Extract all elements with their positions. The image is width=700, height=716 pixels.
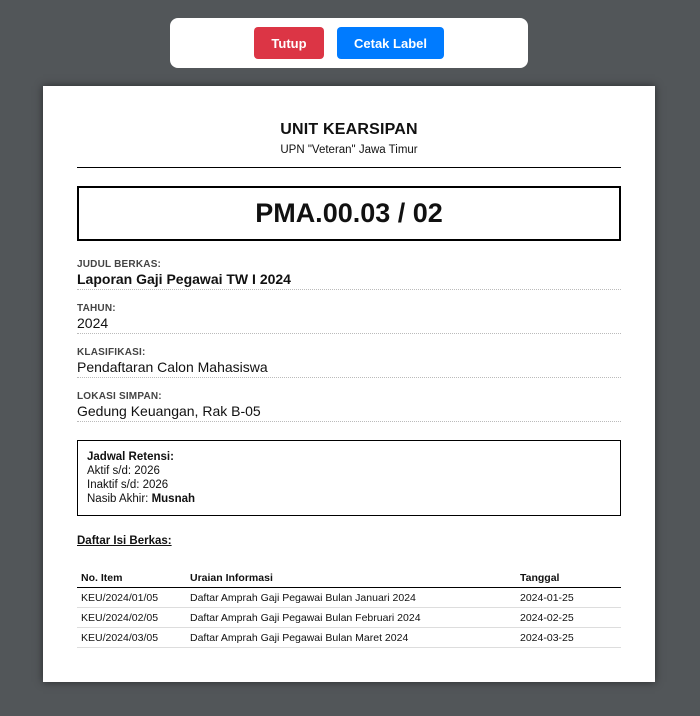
archive-code: PMA.00.03 / 02 (255, 198, 443, 228)
retention-nasib (87, 492, 611, 506)
contents-table (77, 569, 621, 648)
table-row (77, 608, 621, 628)
archive-code-box (77, 186, 621, 241)
cell-tanggal: 2024-01-25 (516, 588, 621, 608)
archive-label-page (43, 86, 655, 682)
header-divider (77, 167, 621, 168)
cell-no-item: KEU/2024/02/05 (77, 608, 186, 628)
retention-aktif: Aktif s/d: 2026 (87, 465, 160, 477)
field-tahun (77, 303, 621, 334)
print-toolbar (170, 18, 528, 68)
nasib-value: Musnah (151, 493, 196, 505)
col-uraian: Uraian Informasi (186, 569, 516, 588)
cell-uraian: Daftar Amprah Gaji Pegawai Bulan Februari 2024 (186, 608, 516, 628)
cell-no-item: KEU/2024/03/05 (77, 628, 186, 648)
table-row (77, 588, 621, 608)
cell-tanggal: 2024-02-25 (516, 608, 621, 628)
retention-box (77, 440, 621, 516)
field-lokasi-simpan (77, 391, 621, 422)
field-label: TAHUN: (77, 303, 116, 314)
field-judul-berkas (77, 259, 621, 290)
nasib-label: Nasib Akhir: (87, 493, 149, 505)
org-title: UNIT KEARSIPAN (280, 121, 418, 138)
field-label: JUDUL BERKAS: (77, 259, 162, 270)
field-label: KLASIFIKASI: (77, 347, 146, 358)
table-row (77, 628, 621, 648)
cell-uraian: Daftar Amprah Gaji Pegawai Bulan Maret 2024 (186, 628, 516, 648)
contents-title: Daftar Isi Berkas: (77, 535, 172, 547)
field-value: Gedung Keuangan, Rak B-05 (77, 403, 261, 419)
field-value: 2024 (77, 315, 109, 331)
cell-tanggal: 2024-03-25 (516, 628, 621, 648)
print-label-button[interactable]: Cetak Label (337, 27, 444, 59)
close-button[interactable]: Tutup (254, 27, 324, 59)
field-label: LOKASI SIMPAN: (77, 391, 162, 402)
retention-title: Jadwal Retensi: (87, 451, 174, 463)
org-subtitle: UPN "Veteran" Jawa Timur (280, 144, 418, 156)
field-value: Laporan Gaji Pegawai TW I 2024 (77, 271, 291, 287)
field-klasifikasi (77, 347, 621, 378)
col-no-item: No. Item (77, 569, 186, 588)
cell-no-item: KEU/2024/01/05 (77, 588, 186, 608)
cell-uraian: Daftar Amprah Gaji Pegawai Bulan Januari 2024 (186, 588, 516, 608)
field-value: Pendaftaran Calon Mahasiswa (77, 359, 268, 375)
retention-inaktif: Inaktif s/d: 2026 (87, 479, 169, 491)
col-tanggal: Tanggal (516, 569, 621, 588)
table-header-row (77, 569, 621, 588)
